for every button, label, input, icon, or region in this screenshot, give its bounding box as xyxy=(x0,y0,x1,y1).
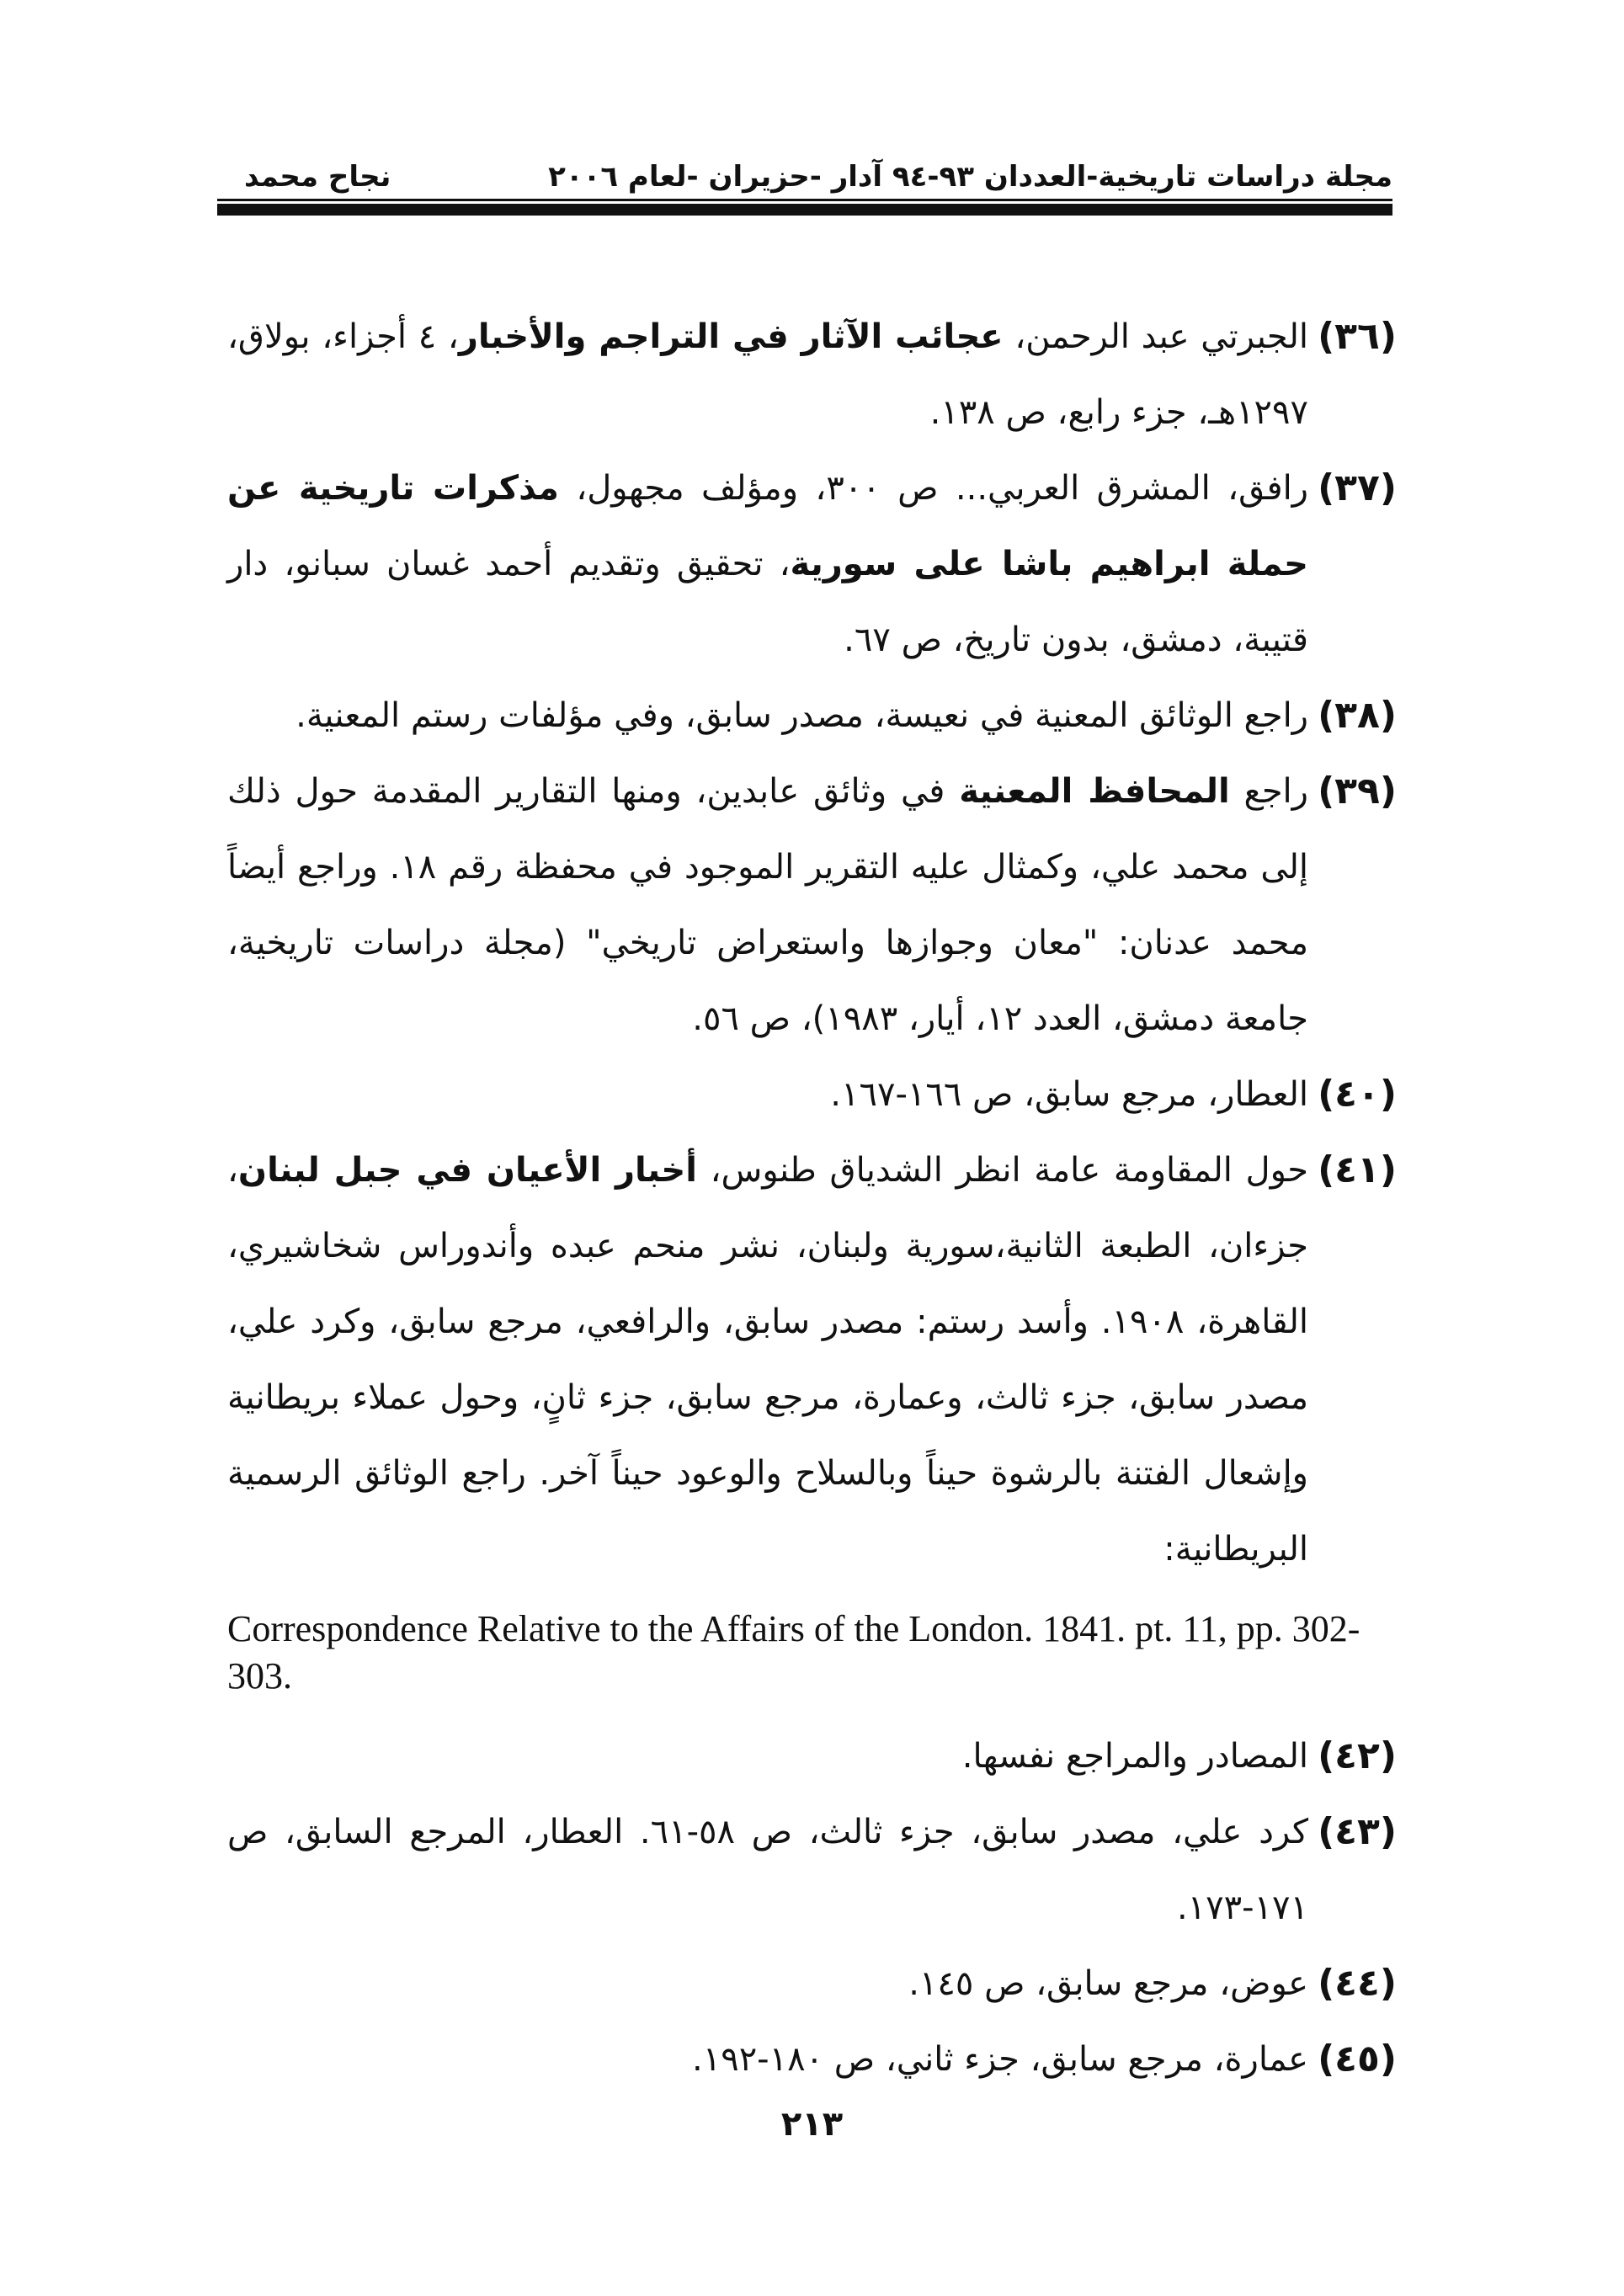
text-run: حول المقاومة عامة انظر الشدياق طنوس، xyxy=(696,1151,1309,1190)
footnote-40 xyxy=(227,1057,1397,1132)
footnote-43 xyxy=(227,1794,1397,1946)
text-run: العطار، مرجع سابق، ص ١٦٦-١٦٧. xyxy=(830,1075,1308,1114)
running-header xyxy=(202,152,1392,202)
header-author: نجاح محمد xyxy=(244,160,391,194)
footnote-number: (٤٢) xyxy=(1318,1734,1397,1777)
title-run: المحافظ المعنية xyxy=(959,772,1230,811)
text-run: ، جزءان، الطبعة الثانية،سورية ولبنان، نشر منحم عبده وأندوراس شخاشيري، القاهرة، ١٩٠٨. وأسد رستم: مصدر سابق، والرافعي، مرجع سابق، وكرد علي، مصدر سابق، جزء ثالث، وعمارة، مرجع سابق، جزء ثانٍ، وحول عملاء بريطانية وإشعال الفتنة بالرشوة حيناً وبالسلاح والوعود حيناً آخر. راجع الوثائق الرسمية البريطانية: xyxy=(227,1151,1309,1569)
page-number: ٢١٣ xyxy=(780,2105,844,2144)
footnote-text xyxy=(227,2022,1308,2097)
footnote-39 xyxy=(227,754,1397,1057)
footnote-text xyxy=(227,754,1308,1057)
text-run: ، تحقيق وتقديم أحمد غسان سبانو، دار قتيبة، دمشق، بدون تاريخ، ص ٦٧. xyxy=(227,545,1308,659)
footnote-number: (٣٩) xyxy=(1318,770,1397,812)
footnote-number: (٤٣) xyxy=(1318,1810,1397,1853)
text-run: الجبرتي عبد الرحمن، xyxy=(1003,317,1308,356)
text-run: عوض، مرجع سابق، ص ١٤٥. xyxy=(908,1964,1308,2003)
footnote-number: (٣٧) xyxy=(1318,466,1397,509)
footnote-text xyxy=(227,450,1308,678)
footnote-42 xyxy=(227,1718,1397,1794)
footnote-number: (٣٦) xyxy=(1318,315,1397,358)
text-run: راجع الوثائق المعنية في نعيسة، مصدر سابق، وفي مؤلفات رستم المعنية. xyxy=(296,696,1308,735)
text-run: راجع xyxy=(1229,772,1308,811)
footnote-44 xyxy=(227,1946,1397,2022)
title-run: عجائب الآثار في التراجم والأخبار xyxy=(458,317,1004,356)
english-reference: Correspondence Relative to the Affairs of the London. 1841. pt. 11, pp. 302-303. xyxy=(227,1608,1360,1697)
footnote-text xyxy=(227,1057,1308,1132)
text-run: في وثائق عابدين، ومنها التقارير المقدمة حول ذلك إلى محمد علي، وكمثال عليه التقرير الموجود في محفظة رقم ١٨. وراجع أيضاً محمد عدنان: "معان وجوازها واستعراض تاريخي" (مجلة دراسات تاريخية، جامعة دمشق، العدد ١٢، أيار، ١٩٨٣)، ص ٥٦. xyxy=(227,772,1309,1038)
footnote-text xyxy=(227,1132,1308,1587)
footnote-38 xyxy=(227,678,1397,754)
footnote-text xyxy=(227,1718,1308,1794)
footnote-text xyxy=(227,1794,1308,1946)
footnote-number: (٤٠) xyxy=(1318,1073,1397,1116)
footnote-number: (٤٤) xyxy=(1318,1962,1397,2005)
text-run: عمارة، مرجع سابق، جزء ثاني، ص ١٨٠-١٩٢. xyxy=(692,2040,1308,2079)
header-rule-thick xyxy=(217,204,1392,216)
text-run: كرد علي، مصدر سابق، جزء ثالث، ص ٥٨-٦١. العطار، المرجع السابق، ص ١٧١-١٧٣. xyxy=(227,1813,1309,1927)
footnote-text xyxy=(227,1946,1308,2022)
footnote-41 xyxy=(227,1132,1397,1587)
text-run: ، ٤ أجزاء، بولاق، ١٢٩٧هـ، جزء رابع، ص ١٣٨. xyxy=(227,317,1308,432)
footnote-text xyxy=(227,678,1308,754)
footnote-36 xyxy=(227,299,1397,450)
footnote-number: (٤٥) xyxy=(1318,2038,1397,2080)
footnote-number: (٤١) xyxy=(1318,1148,1397,1191)
text-run: رافق، المشرق العربي... ص ٣٠٠، ومؤلف مجهول، xyxy=(558,469,1309,508)
footnote-text xyxy=(227,299,1308,450)
title-run: أخبار الأعيان في جبل لبنان xyxy=(237,1151,697,1190)
title-run: مذكرات تاريخية عن حملة ابراهيم باشا على سورية xyxy=(227,469,1308,583)
footnotes-list xyxy=(227,299,1397,2097)
footnote-37 xyxy=(227,450,1397,678)
footnote-45 xyxy=(227,2022,1397,2097)
footnote-number: (٣٨) xyxy=(1318,694,1397,737)
text-run: المصادر والمراجع نفسها. xyxy=(961,1737,1308,1776)
header-rule-thin xyxy=(217,199,1392,201)
header-journal: مجلة دراسات تاريخية-العددان ٩٣-٩٤ آدار -حزيران -لعام ٢٠٠٦ xyxy=(548,160,1392,194)
